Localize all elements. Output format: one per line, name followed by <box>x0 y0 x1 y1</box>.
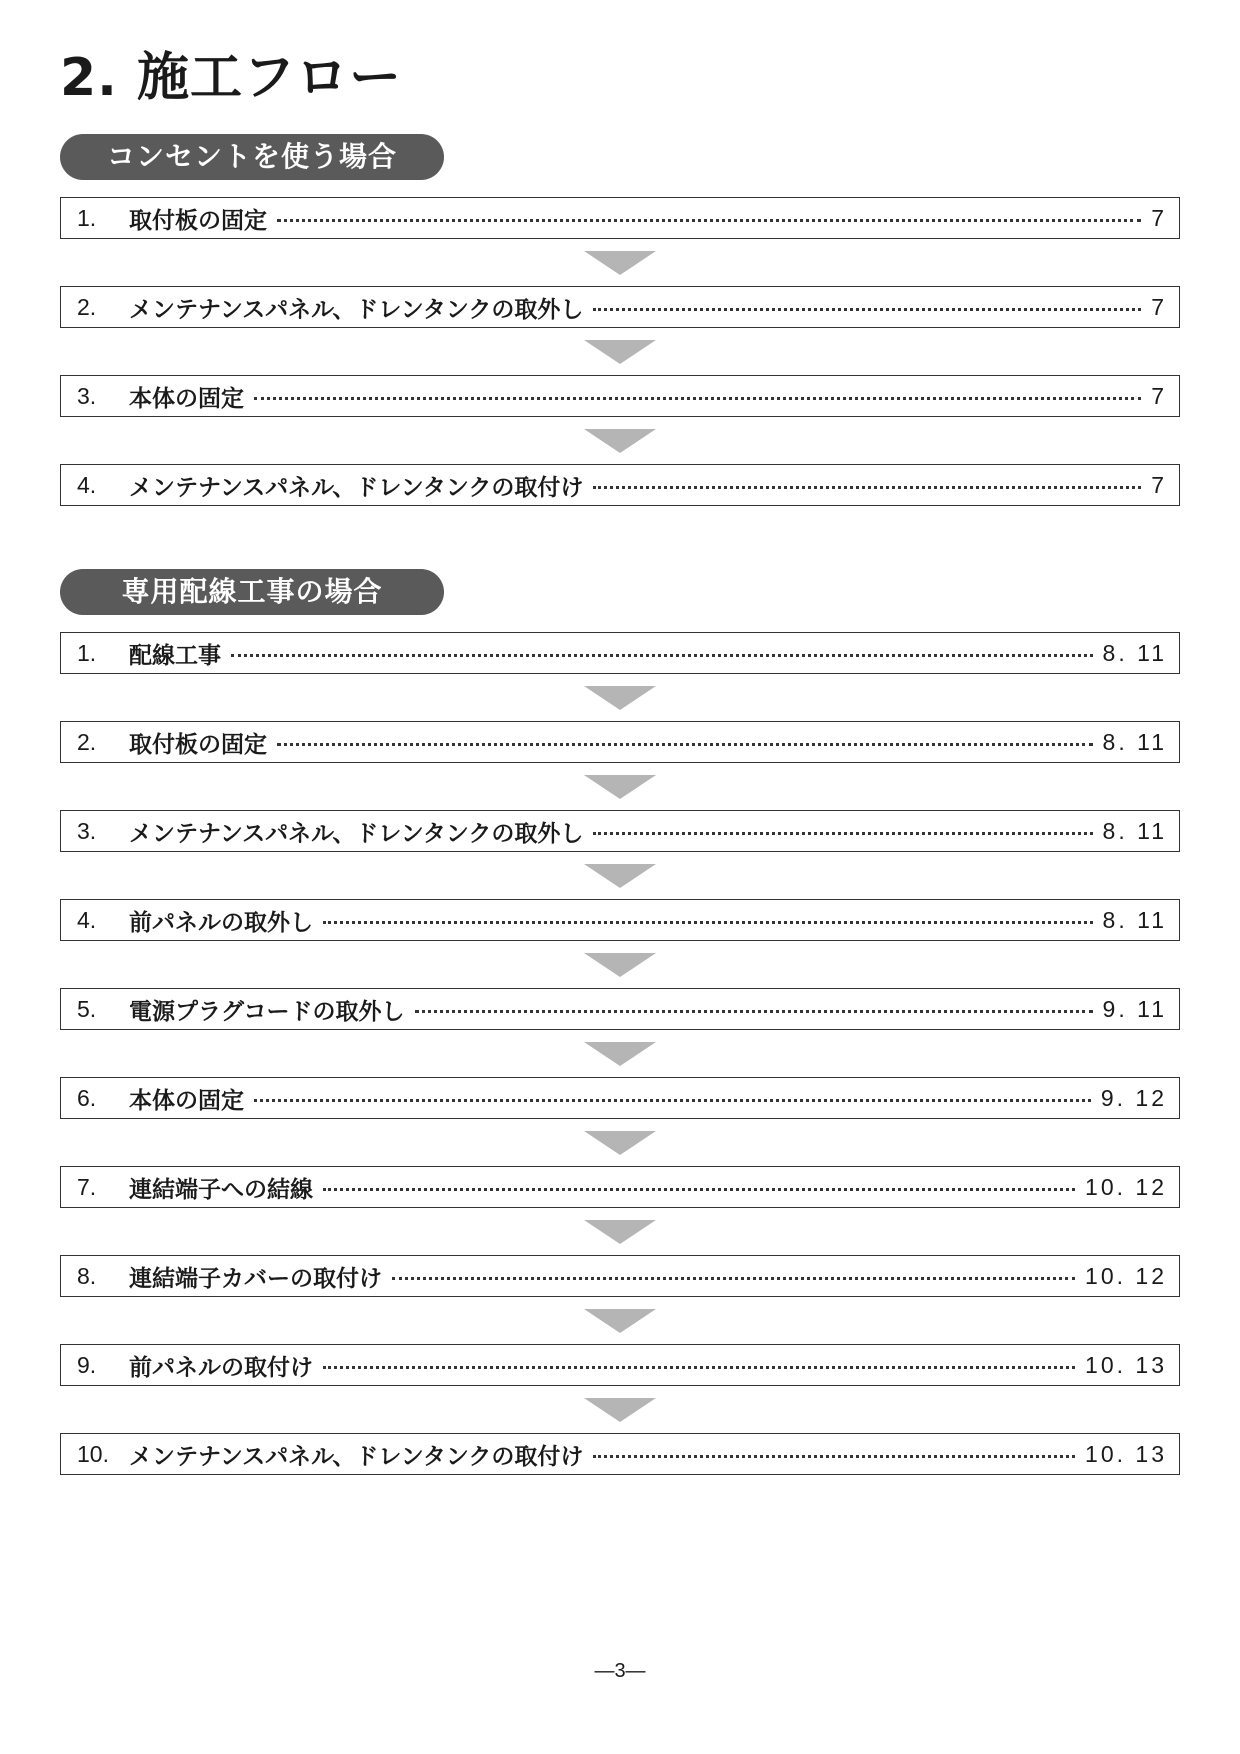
step-page-ref: 7 <box>1151 204 1167 231</box>
flow-arrow <box>60 1030 1180 1077</box>
down-arrow-icon <box>584 1309 656 1333</box>
page-number: —3— <box>594 1660 646 1682</box>
section-outlet <box>60 134 1180 506</box>
down-arrow-icon <box>584 1042 656 1066</box>
step-title: 電源プラグコードの取外し <box>129 998 405 1025</box>
step-item <box>60 810 1180 852</box>
dot-leader <box>392 1277 1075 1280</box>
step-item <box>60 899 1180 941</box>
step-title: メンテナンスパネル、ドレンタンクの取外し <box>129 820 584 847</box>
step-item <box>60 988 1180 1030</box>
step-item <box>60 721 1180 763</box>
dot-leader <box>323 1188 1075 1191</box>
dot-leader <box>277 219 1141 222</box>
step-title: 本体の固定 <box>129 385 244 412</box>
step-title: 前パネルの取外し <box>129 909 313 936</box>
step-item <box>60 375 1180 417</box>
step-number: 7. <box>77 1173 97 1200</box>
dot-leader <box>323 921 1093 924</box>
step-item <box>60 1344 1180 1386</box>
step-item <box>60 1077 1180 1119</box>
section-label: コンセントを使う場合 <box>60 134 444 180</box>
section-dedicated-wiring <box>60 569 1180 1475</box>
step-title: 連結端子への結線 <box>129 1176 313 1203</box>
step-page-ref: 7 <box>1151 382 1167 409</box>
step-number: 1. <box>77 639 97 666</box>
step-page-ref: 8. 11 <box>1102 639 1167 666</box>
step-page-ref: 8. 11 <box>1102 728 1167 755</box>
dot-leader <box>254 397 1141 400</box>
step-page-ref: 9. 12 <box>1100 1084 1167 1111</box>
down-arrow-icon <box>584 864 656 888</box>
step-number: 3. <box>77 382 97 409</box>
step-title: 連結端子カバーの取付け <box>129 1265 382 1292</box>
down-arrow-icon <box>584 1220 656 1244</box>
step-item <box>60 1433 1180 1475</box>
step-number: 2. <box>77 293 97 320</box>
dot-leader <box>415 1010 1093 1013</box>
step-page-ref: 10. 12 <box>1085 1262 1167 1289</box>
flow-arrow <box>60 417 1180 464</box>
dot-leader <box>593 1455 1075 1458</box>
down-arrow-icon <box>584 1131 656 1155</box>
step-number: 9. <box>77 1351 97 1378</box>
step-title: 前パネルの取付け <box>129 1354 313 1381</box>
step-title: 取付板の固定 <box>129 731 267 758</box>
flow-arrow <box>60 1297 1180 1344</box>
step-number: 4. <box>77 471 97 498</box>
flow-arrow <box>60 852 1180 899</box>
flow-arrow <box>60 1119 1180 1166</box>
step-title: メンテナンスパネル、ドレンタンクの取付け <box>129 1443 584 1470</box>
down-arrow-icon <box>584 953 656 977</box>
step-page-ref: 7 <box>1151 293 1167 320</box>
step-number: 6. <box>77 1084 97 1111</box>
step-title: 取付板の固定 <box>129 207 267 234</box>
step-page-ref: 7 <box>1151 471 1167 498</box>
dot-leader <box>593 308 1141 311</box>
dot-leader <box>231 654 1093 657</box>
dot-leader <box>593 832 1092 835</box>
step-number: 8. <box>77 1262 97 1289</box>
step-number: 4. <box>77 906 97 933</box>
step-title: メンテナンスパネル、ドレンタンクの取外し <box>129 296 584 323</box>
flow-arrow <box>60 1208 1180 1255</box>
dot-leader <box>254 1099 1091 1102</box>
step-page-ref: 8. 11 <box>1102 906 1167 933</box>
down-arrow-icon <box>584 340 656 364</box>
step-item <box>60 632 1180 674</box>
step-title: 配線工事 <box>129 642 221 669</box>
step-number: 3. <box>77 817 97 844</box>
dot-leader <box>277 743 1093 746</box>
step-item <box>60 197 1180 239</box>
step-page-ref: 10. 12 <box>1085 1173 1167 1200</box>
step-number: 10. <box>77 1440 109 1467</box>
down-arrow-icon <box>584 1398 656 1422</box>
step-number: 2. <box>77 728 97 755</box>
step-page-ref: 9. 11 <box>1102 995 1167 1022</box>
step-item <box>60 464 1180 506</box>
down-arrow-icon <box>584 686 656 710</box>
step-page-ref: 10. 13 <box>1085 1351 1167 1378</box>
step-title: メンテナンスパネル、ドレンタンクの取付け <box>129 474 584 501</box>
step-list <box>60 632 1180 1475</box>
section-label: 専用配線工事の場合 <box>60 569 444 615</box>
down-arrow-icon <box>584 251 656 275</box>
flow-arrow <box>60 1386 1180 1433</box>
step-number: 1. <box>77 204 97 231</box>
page-title: 2. 施工フロー <box>60 48 403 108</box>
step-page-ref: 8. 11 <box>1102 817 1167 844</box>
step-list <box>60 197 1180 506</box>
step-item <box>60 286 1180 328</box>
flow-arrow <box>60 674 1180 721</box>
flow-arrow <box>60 239 1180 286</box>
step-title: 本体の固定 <box>129 1087 244 1114</box>
flow-arrow <box>60 763 1180 810</box>
down-arrow-icon <box>584 429 656 453</box>
flow-arrow <box>60 941 1180 988</box>
flow-arrow <box>60 328 1180 375</box>
dot-leader <box>593 486 1141 489</box>
step-page-ref: 10. 13 <box>1085 1440 1167 1467</box>
step-item <box>60 1166 1180 1208</box>
step-item <box>60 1255 1180 1297</box>
dot-leader <box>323 1366 1075 1369</box>
step-number: 5. <box>77 995 97 1022</box>
down-arrow-icon <box>584 775 656 799</box>
